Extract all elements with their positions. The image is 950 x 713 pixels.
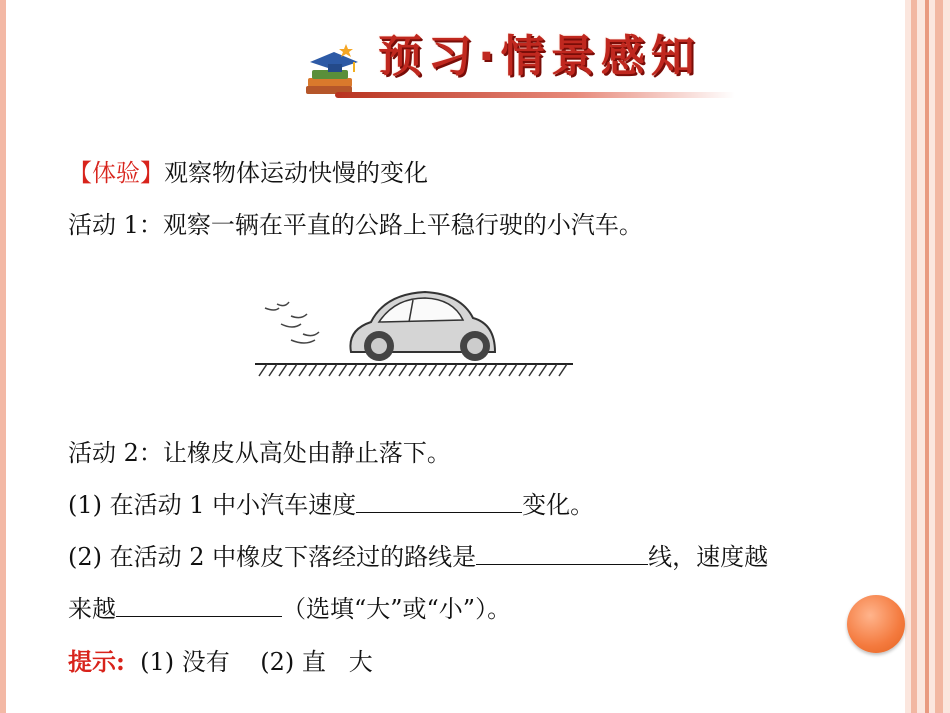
q2-middle: 线，速度越 <box>648 543 769 571</box>
title-underline <box>335 92 735 98</box>
q1-prefix: (1) 在活动 1 中小汽车速度 <box>68 491 357 519</box>
question-1 <box>68 490 594 520</box>
q2-line2-suffix: （选填“大”或“小”）。 <box>282 595 512 623</box>
next-page-button[interactable] <box>847 595 905 653</box>
q1-suffix: 变化。 <box>522 491 595 519</box>
hint-text <box>125 648 140 676</box>
experience-text: 观察物体运动快慢的变化 <box>164 159 428 187</box>
question-2 <box>68 542 768 572</box>
q1-answer-blank[interactable] <box>356 490 522 513</box>
page-title: 预习·情景感知 <box>378 31 701 82</box>
left-border <box>0 0 6 713</box>
hint-line <box>68 647 373 677</box>
graduation-books-icon <box>302 42 362 98</box>
q2-path-blank[interactable] <box>476 542 648 565</box>
experience-line <box>68 158 428 188</box>
experience-tag: 【体验】 <box>68 159 164 187</box>
q2-speed-blank[interactable] <box>116 594 282 617</box>
question-2-continued <box>68 594 511 624</box>
right-decorative-stripes <box>905 0 950 713</box>
hint-label: 提示: <box>68 647 125 676</box>
activity2-text: 活动 2：让橡皮从高处由静止落下。 <box>68 439 451 467</box>
activity1-text: 活动 1：观察一辆在平直的公路上平稳行驶的小汽车。 <box>68 211 643 239</box>
q2-prefix: (2) 在活动 2 中橡皮下落经过的路线是 <box>68 543 477 571</box>
car-illustration <box>255 280 575 380</box>
hint-answers: (1) 没有 (2) 直 大 <box>140 648 373 676</box>
q2-line2-prefix: 来越 <box>68 595 116 623</box>
